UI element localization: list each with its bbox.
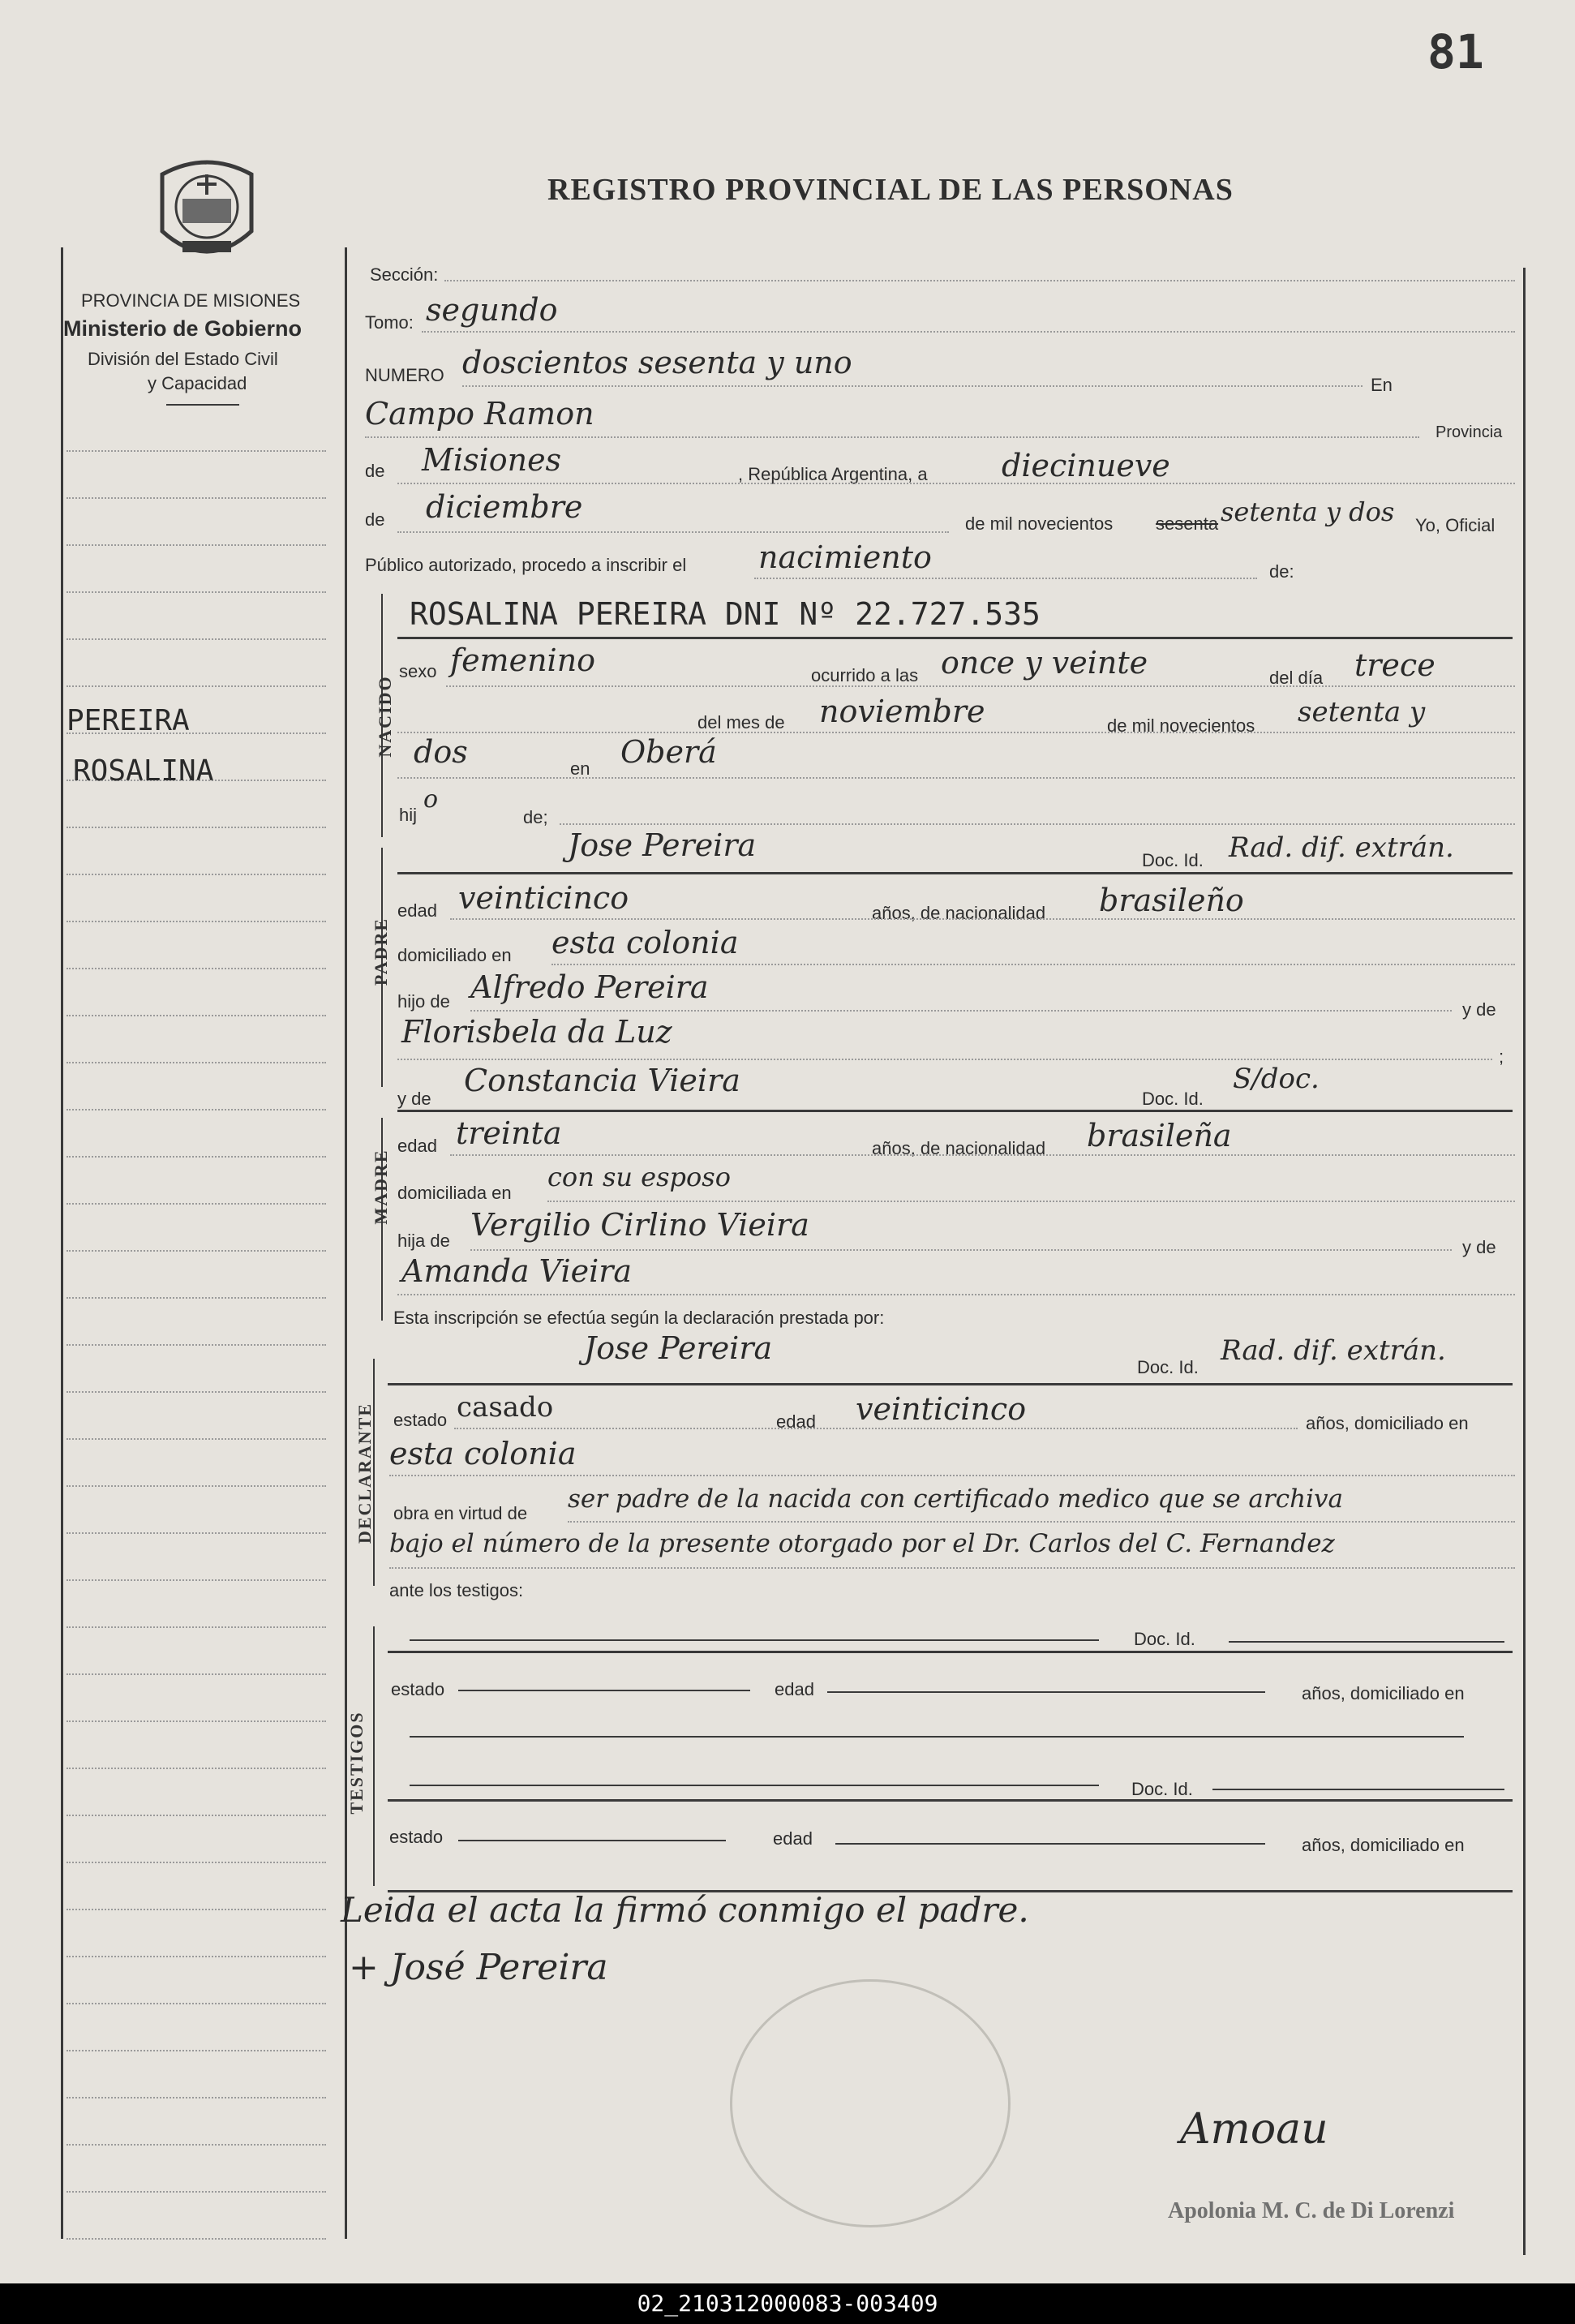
margin-line	[67, 968, 326, 969]
acto-value: nacimiento	[758, 539, 932, 575]
sexo-line	[446, 685, 1515, 687]
margin-line	[67, 1768, 326, 1769]
mes-nac-value: noviembre	[819, 694, 985, 729]
testigo-2-edad-line	[835, 1843, 1265, 1845]
padre-doc-value: Rad. dif. extrán.	[1229, 831, 1454, 864]
page-number: 81	[1427, 24, 1484, 79]
en-label: En	[1371, 375, 1393, 395]
tomo-value: segundo	[426, 292, 558, 328]
numero-value: doscientos sesenta y uno	[462, 345, 852, 380]
declarante-nombre: Jose Pereira	[584, 1330, 773, 1366]
testigo-1-edad-line	[827, 1691, 1265, 1693]
official-signature: Amoau	[1180, 2105, 1328, 2154]
testigo-1-anos-label: años, domiciliado en	[1302, 1683, 1465, 1703]
margin-line	[67, 685, 326, 687]
margin-right-border	[345, 247, 347, 2239]
padre-hijo-value-1: Alfredo Pereira	[470, 969, 709, 1005]
margin-line	[67, 1720, 326, 1722]
mes-line	[397, 531, 949, 533]
testigo-1-doc-label: Doc. Id.	[1134, 1629, 1195, 1649]
del-dia-label: del día	[1269, 668, 1324, 688]
declarante-estado-label: estado	[393, 1410, 448, 1430]
margin-given-name: ROSALINA	[73, 754, 214, 788]
seccion-label: Sección:	[370, 264, 439, 285]
margin-line	[67, 1815, 326, 1816]
padre-nac-value: brasileño	[1099, 883, 1244, 918]
madre-hija-value-2: Amanda Vieira	[401, 1253, 633, 1289]
padre-name-line	[397, 872, 1513, 874]
de-colon-label: de:	[1269, 561, 1294, 582]
testigo-1-dom-line	[410, 1736, 1464, 1738]
inscripcion-label: Esta inscripción se efectúa según la declaración prestada por:	[393, 1308, 885, 1328]
ante-label: ante los testigos:	[389, 1580, 524, 1600]
page-right-border	[1523, 268, 1526, 2255]
closing-note: Leida el acta la firmó conmigo el padre.	[341, 1890, 1029, 1930]
declarante-edad-value: veinticinco	[856, 1391, 1027, 1427]
dia-value: diecinueve	[1002, 448, 1170, 483]
margin-line	[67, 591, 326, 593]
numero-label: NUMERO	[365, 365, 444, 385]
obra-line	[568, 1521, 1515, 1523]
seccion-line	[444, 280, 1515, 281]
nacido-nombre: ROSALINA PEREIRA DNI Nº 22.727.535	[410, 596, 1041, 632]
padre-dom-value: esta colonia	[551, 925, 739, 960]
padre-y-de-label: y de	[1462, 999, 1496, 1020]
margin-line	[67, 1626, 326, 1628]
padre-signature: + José Pereira	[349, 1947, 608, 1988]
testigo-1-name-line	[410, 1639, 1099, 1641]
seal-logo	[146, 150, 268, 272]
lugar-value: Campo Ramon	[365, 396, 594, 432]
margin-line	[67, 2050, 326, 2051]
margin-line	[67, 1109, 326, 1110]
image-id-footer: 02_210312000083-003409	[0, 2283, 1575, 2324]
madre-edad-line	[450, 1154, 1515, 1156]
official-stamp	[730, 1979, 1011, 2227]
lugar-line	[365, 436, 1419, 438]
declarante-name-line	[388, 1383, 1513, 1385]
anio-nac-value-1: setenta y	[1298, 696, 1426, 728]
madre-dom-value: con su esposo	[547, 1162, 731, 1192]
tomo-line	[422, 331, 1515, 333]
padre-edad-value: veinticinco	[458, 880, 629, 916]
obra-value-1: ser padre de la nacida con certificado medico que se archiva	[568, 1484, 1343, 1514]
section-madre: MADRE	[371, 1149, 391, 1225]
yo-oficial-label: Yo, Oficial	[1415, 515, 1496, 535]
madre-nombre: Constancia Vieira	[464, 1063, 740, 1098]
sexo-label: sexo	[399, 661, 437, 681]
agency-line-3: División del Estado Civil	[88, 349, 278, 369]
agency-line-4: y Capacidad	[148, 373, 247, 393]
margin-line	[67, 1156, 326, 1158]
madre-nac-value: brasileña	[1087, 1118, 1232, 1153]
testigo-2-rule	[388, 1799, 1513, 1802]
padre-nac-label: años, de nacionalidad	[872, 903, 1046, 923]
margin-line	[67, 1532, 326, 1534]
anio-value: setenta y dos	[1221, 496, 1395, 527]
margin-line	[67, 1015, 326, 1016]
de-label-2: de	[365, 509, 385, 530]
lugar-nac-line	[397, 777, 1515, 779]
agency-line-1: PROVINCIA DE MISIONES	[81, 290, 301, 311]
padre-hijo-line-2	[397, 1059, 1492, 1060]
agency-divider	[166, 404, 239, 406]
margin-line	[67, 1909, 326, 1910]
madre-dom-line	[547, 1201, 1515, 1202]
declarante-estado-value: casado	[457, 1391, 554, 1424]
margin-line	[67, 450, 326, 452]
acto-line	[754, 578, 1257, 579]
margin-line	[67, 1297, 326, 1299]
madre-hija-label: hija de	[397, 1231, 450, 1251]
madre-hija-value-1: Vergilio Cirlino Vieira	[470, 1207, 809, 1243]
testigo-2-doc-label: Doc. Id.	[1131, 1779, 1193, 1799]
testigo-1-estado-label: estado	[391, 1679, 445, 1699]
margin-line	[67, 497, 326, 499]
madre-doc-label: Doc. Id.	[1142, 1089, 1204, 1109]
testigo-1-rule	[388, 1651, 1513, 1653]
hora-value: once y veinte	[941, 645, 1148, 681]
madre-name-line	[397, 1110, 1513, 1112]
testigo-1-estado-line	[458, 1690, 750, 1691]
provincia-label: Provincia	[1436, 423, 1503, 441]
del-mes-label: del mes de	[697, 712, 785, 732]
madre-y-de-label-2: y de	[1462, 1237, 1496, 1257]
declarante-doc-label: Doc. Id.	[1137, 1357, 1199, 1377]
margin-line	[67, 2097, 326, 2098]
provincia-value: Misiones	[422, 442, 562, 478]
margin-line	[67, 1956, 326, 1957]
hij-suffix: o	[423, 785, 439, 814]
madre-edad-value: treinta	[456, 1115, 562, 1151]
testigo-1-edad-label: edad	[775, 1679, 814, 1699]
padre-hijo-label: hijo de	[397, 991, 450, 1012]
sexo-value: femenino	[450, 642, 596, 678]
de-label: de	[365, 461, 385, 481]
margin-line	[67, 1579, 326, 1581]
padre-doc-label: Doc. Id.	[1142, 850, 1204, 870]
declarante-dom-line	[389, 1475, 1515, 1476]
obra-label: obra en virtud de	[393, 1503, 528, 1523]
padre-dom-label: domiciliado en	[397, 945, 512, 965]
testigo-2-edad-label: edad	[773, 1828, 813, 1849]
madre-doc-value: S/doc.	[1233, 1063, 1320, 1095]
hij-line	[560, 823, 1515, 825]
lugar-nac-value: Oberá	[620, 734, 717, 770]
en-nac-label: en	[570, 758, 590, 779]
mes-nac-line	[397, 732, 1515, 733]
official-name-stamp: Apolonia M. C. de Di Lorenzi	[1168, 2198, 1455, 2223]
testigo-2-estado-label: estado	[389, 1827, 444, 1847]
margin-line	[67, 2238, 326, 2240]
padre-dom-line	[551, 964, 1515, 965]
margin-line	[67, 1391, 326, 1393]
declarante-estado-line	[454, 1428, 1298, 1429]
margin-line	[67, 2003, 326, 2004]
section-nacido: NACIDO	[375, 675, 395, 758]
testigo-2-anos-label: años, domiciliado en	[1302, 1835, 1465, 1855]
margin-line	[67, 638, 326, 640]
margin-line	[67, 1344, 326, 1346]
testigo-2-name-line	[410, 1785, 1099, 1786]
declarante-doc-value: Rad. dif. extrán.	[1221, 1334, 1446, 1367]
publico-label: Público autorizado, procedo a inscribir el	[365, 555, 687, 575]
numero-line	[462, 385, 1363, 387]
obra-value-2: bajo el número de la presente otorgado por el Dr. Carlos del C. Fernandez	[389, 1529, 1335, 1558]
document-title: REGISTRO PROVINCIAL DE LAS PERSONAS	[547, 173, 1234, 207]
madre-nac-label: años, de nacionalidad	[872, 1138, 1046, 1158]
testigo-2-estado-line	[458, 1840, 726, 1841]
obra-line-2	[389, 1567, 1515, 1569]
republica-label: , República Argentina, a	[738, 464, 928, 484]
margin-line	[67, 2144, 326, 2146]
margin-surname: PEREIRA	[67, 704, 190, 737]
padre-hijo-line	[470, 1010, 1452, 1012]
testigo-2-doc-line	[1212, 1789, 1504, 1790]
margin-line	[67, 1062, 326, 1063]
madre-hija-line	[470, 1249, 1452, 1251]
hij-label: hij	[399, 805, 418, 825]
dia-nac-value: trece	[1354, 647, 1436, 683]
testigos-bracket	[373, 1626, 375, 1886]
anio-nac-value-2: dos	[414, 734, 468, 770]
margin-line	[67, 1862, 326, 1863]
madre-edad-label: edad	[397, 1136, 437, 1156]
margin-line	[67, 1250, 326, 1252]
madre-dom-label: domiciliada en	[397, 1183, 512, 1203]
margin-left-border	[61, 247, 63, 2239]
margin-line	[67, 544, 326, 546]
margin-line	[67, 874, 326, 875]
section-declarante: DECLARANTE	[354, 1402, 375, 1544]
mes-value: diciembre	[426, 489, 583, 525]
madre-hija-line-2	[397, 1294, 1515, 1295]
padre-edad-line	[450, 918, 1515, 920]
padre-semicolon: ;	[1499, 1046, 1504, 1067]
de-line	[397, 483, 1515, 484]
de-mil-nov-label: de mil novecientos	[1107, 715, 1255, 736]
sesenta-struck: sesenta	[1156, 513, 1219, 534]
declarante-anos-label: años, domiciliado en	[1306, 1413, 1469, 1433]
margin-line	[67, 1673, 326, 1675]
ocurrido-label: ocurrido a las	[811, 665, 919, 685]
madre-y-de-label: y de	[397, 1089, 431, 1109]
nacido-name-line	[397, 637, 1513, 639]
section-padre: PADRE	[371, 917, 391, 986]
de-mil-label: de mil novecientos	[965, 513, 1114, 534]
testigo-1-doc-line	[1229, 1641, 1504, 1643]
margin-line	[67, 1438, 326, 1440]
de-semi-label: de;	[523, 807, 548, 827]
margin-line	[67, 921, 326, 922]
declarante-edad-label: edad	[776, 1411, 816, 1432]
section-testigos: TESTIGOS	[346, 1711, 367, 1815]
margin-line	[67, 827, 326, 828]
padre-hijo-value-2: Florisbela da Luz	[401, 1014, 672, 1050]
margin-line	[67, 1485, 326, 1487]
declarante-dom-value: esta colonia	[389, 1436, 577, 1471]
margin-line	[67, 2191, 326, 2193]
padre-nombre: Jose Pereira	[568, 827, 757, 863]
agency-line-2: Ministerio de Gobierno	[63, 316, 303, 341]
margin-line	[67, 1203, 326, 1205]
tomo-label: Tomo:	[365, 312, 414, 333]
padre-edad-label: edad	[397, 900, 437, 921]
